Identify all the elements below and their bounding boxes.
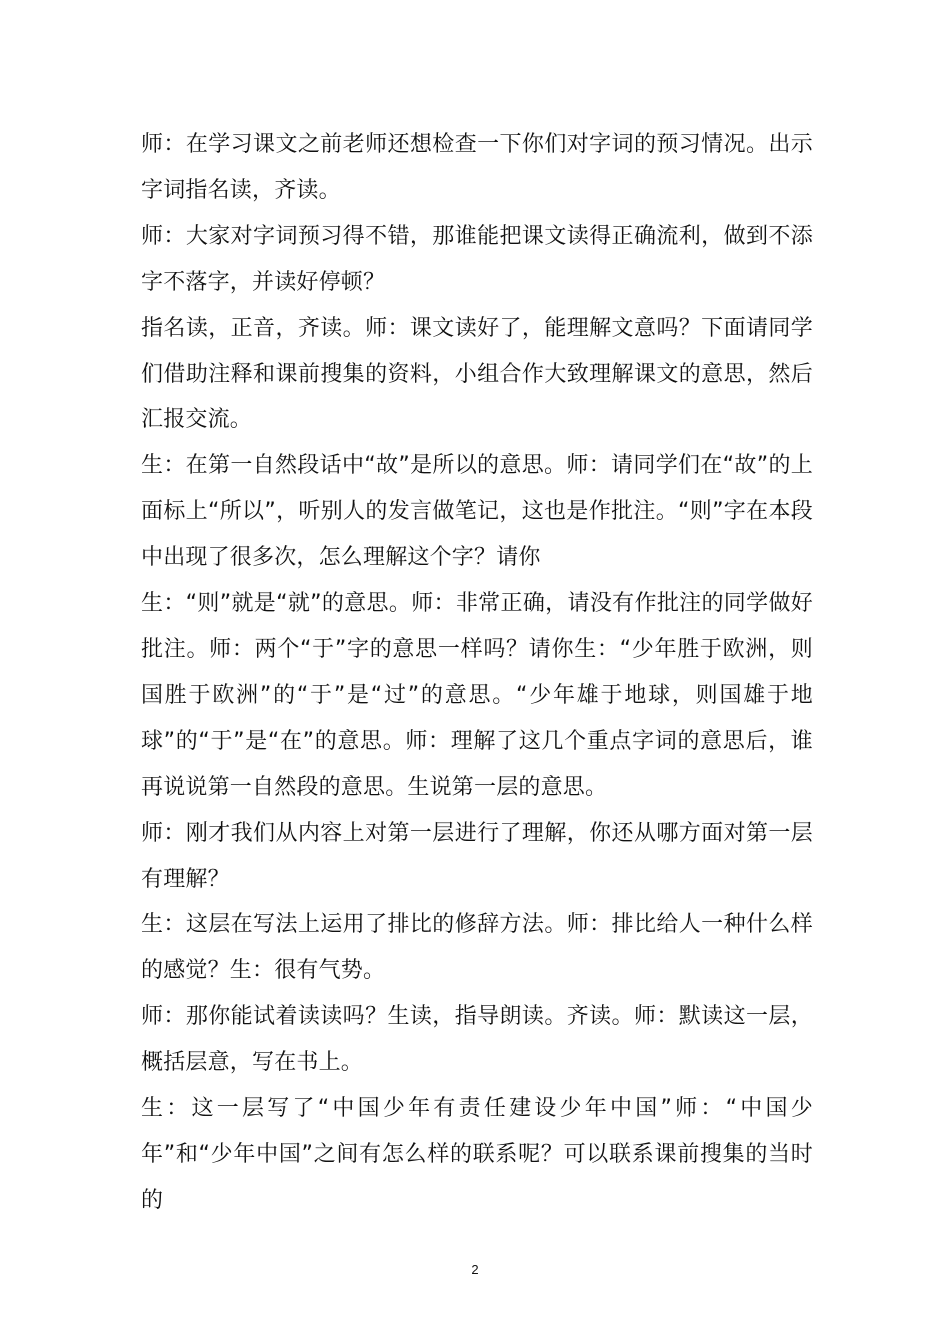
- paragraph-4: 生：在第一自然段话中“故”是所以的意思。师：请同学们在“故”的上面标上“所以”，听别人的发言做笔记，这也是作批注。“则”字在本段中出现了很多次，怎么理解这个字？请你: [141, 453, 813, 571]
- page-number: 2: [471, 1262, 479, 1277]
- paragraph-6: 师：刚才我们从内容上对第一层进行了理解，你还从哪方面对第一层有理解？: [141, 820, 813, 892]
- paragraph-3: 指名读，正音，齐读。师：课文读好了，能理解文意吗？下面请同学们借助注释和课前搜集的资料，小组合作大致理解课文的意思，然后汇报交流。: [141, 315, 813, 433]
- paragraph-5: 生：“则”就是“就”的意思。师：非常正确，请没有作批注的同学做好批注。师：两个“于”字的意思一样吗？请你生：“少年胜于欧洲，则国胜于欧洲”的“于”是“过”的意思。“少年雄于地球，则国雄于地球”的“于”是“在”的意思。师：理解了这几个重点字词的意思后，谁再说说第一自然段的意思。生说第一层的意思。: [141, 591, 813, 800]
- paragraph-7: 生：这层在写法上运用了排比的修辞方法。师：排比给人一种什么样的感觉？生：很有气势。: [141, 912, 813, 984]
- paragraph-2: 师：大家对字词预习得不错，那谁能把课文读得正确流利，做到不添字不落字，并读好停顿？: [141, 223, 813, 295]
- document-body: [141, 122, 813, 1224]
- paragraph-9: 生：这一层写了“中国少年有责任建设少年中国”师：“中国少年”和“少年中国”之间有怎么样的联系呢？可以联系课前搜集的当时的: [141, 1096, 813, 1213]
- paragraph-8: 师：那你能试着读读吗？生读，指导朗读。齐读。师：默读这一层，概括层意，写在书上。: [141, 1004, 813, 1076]
- paragraph-1: 师：在学习课文之前老师还想检查一下你们对字词的预习情况。出示字词指名读，齐读。: [141, 132, 813, 203]
